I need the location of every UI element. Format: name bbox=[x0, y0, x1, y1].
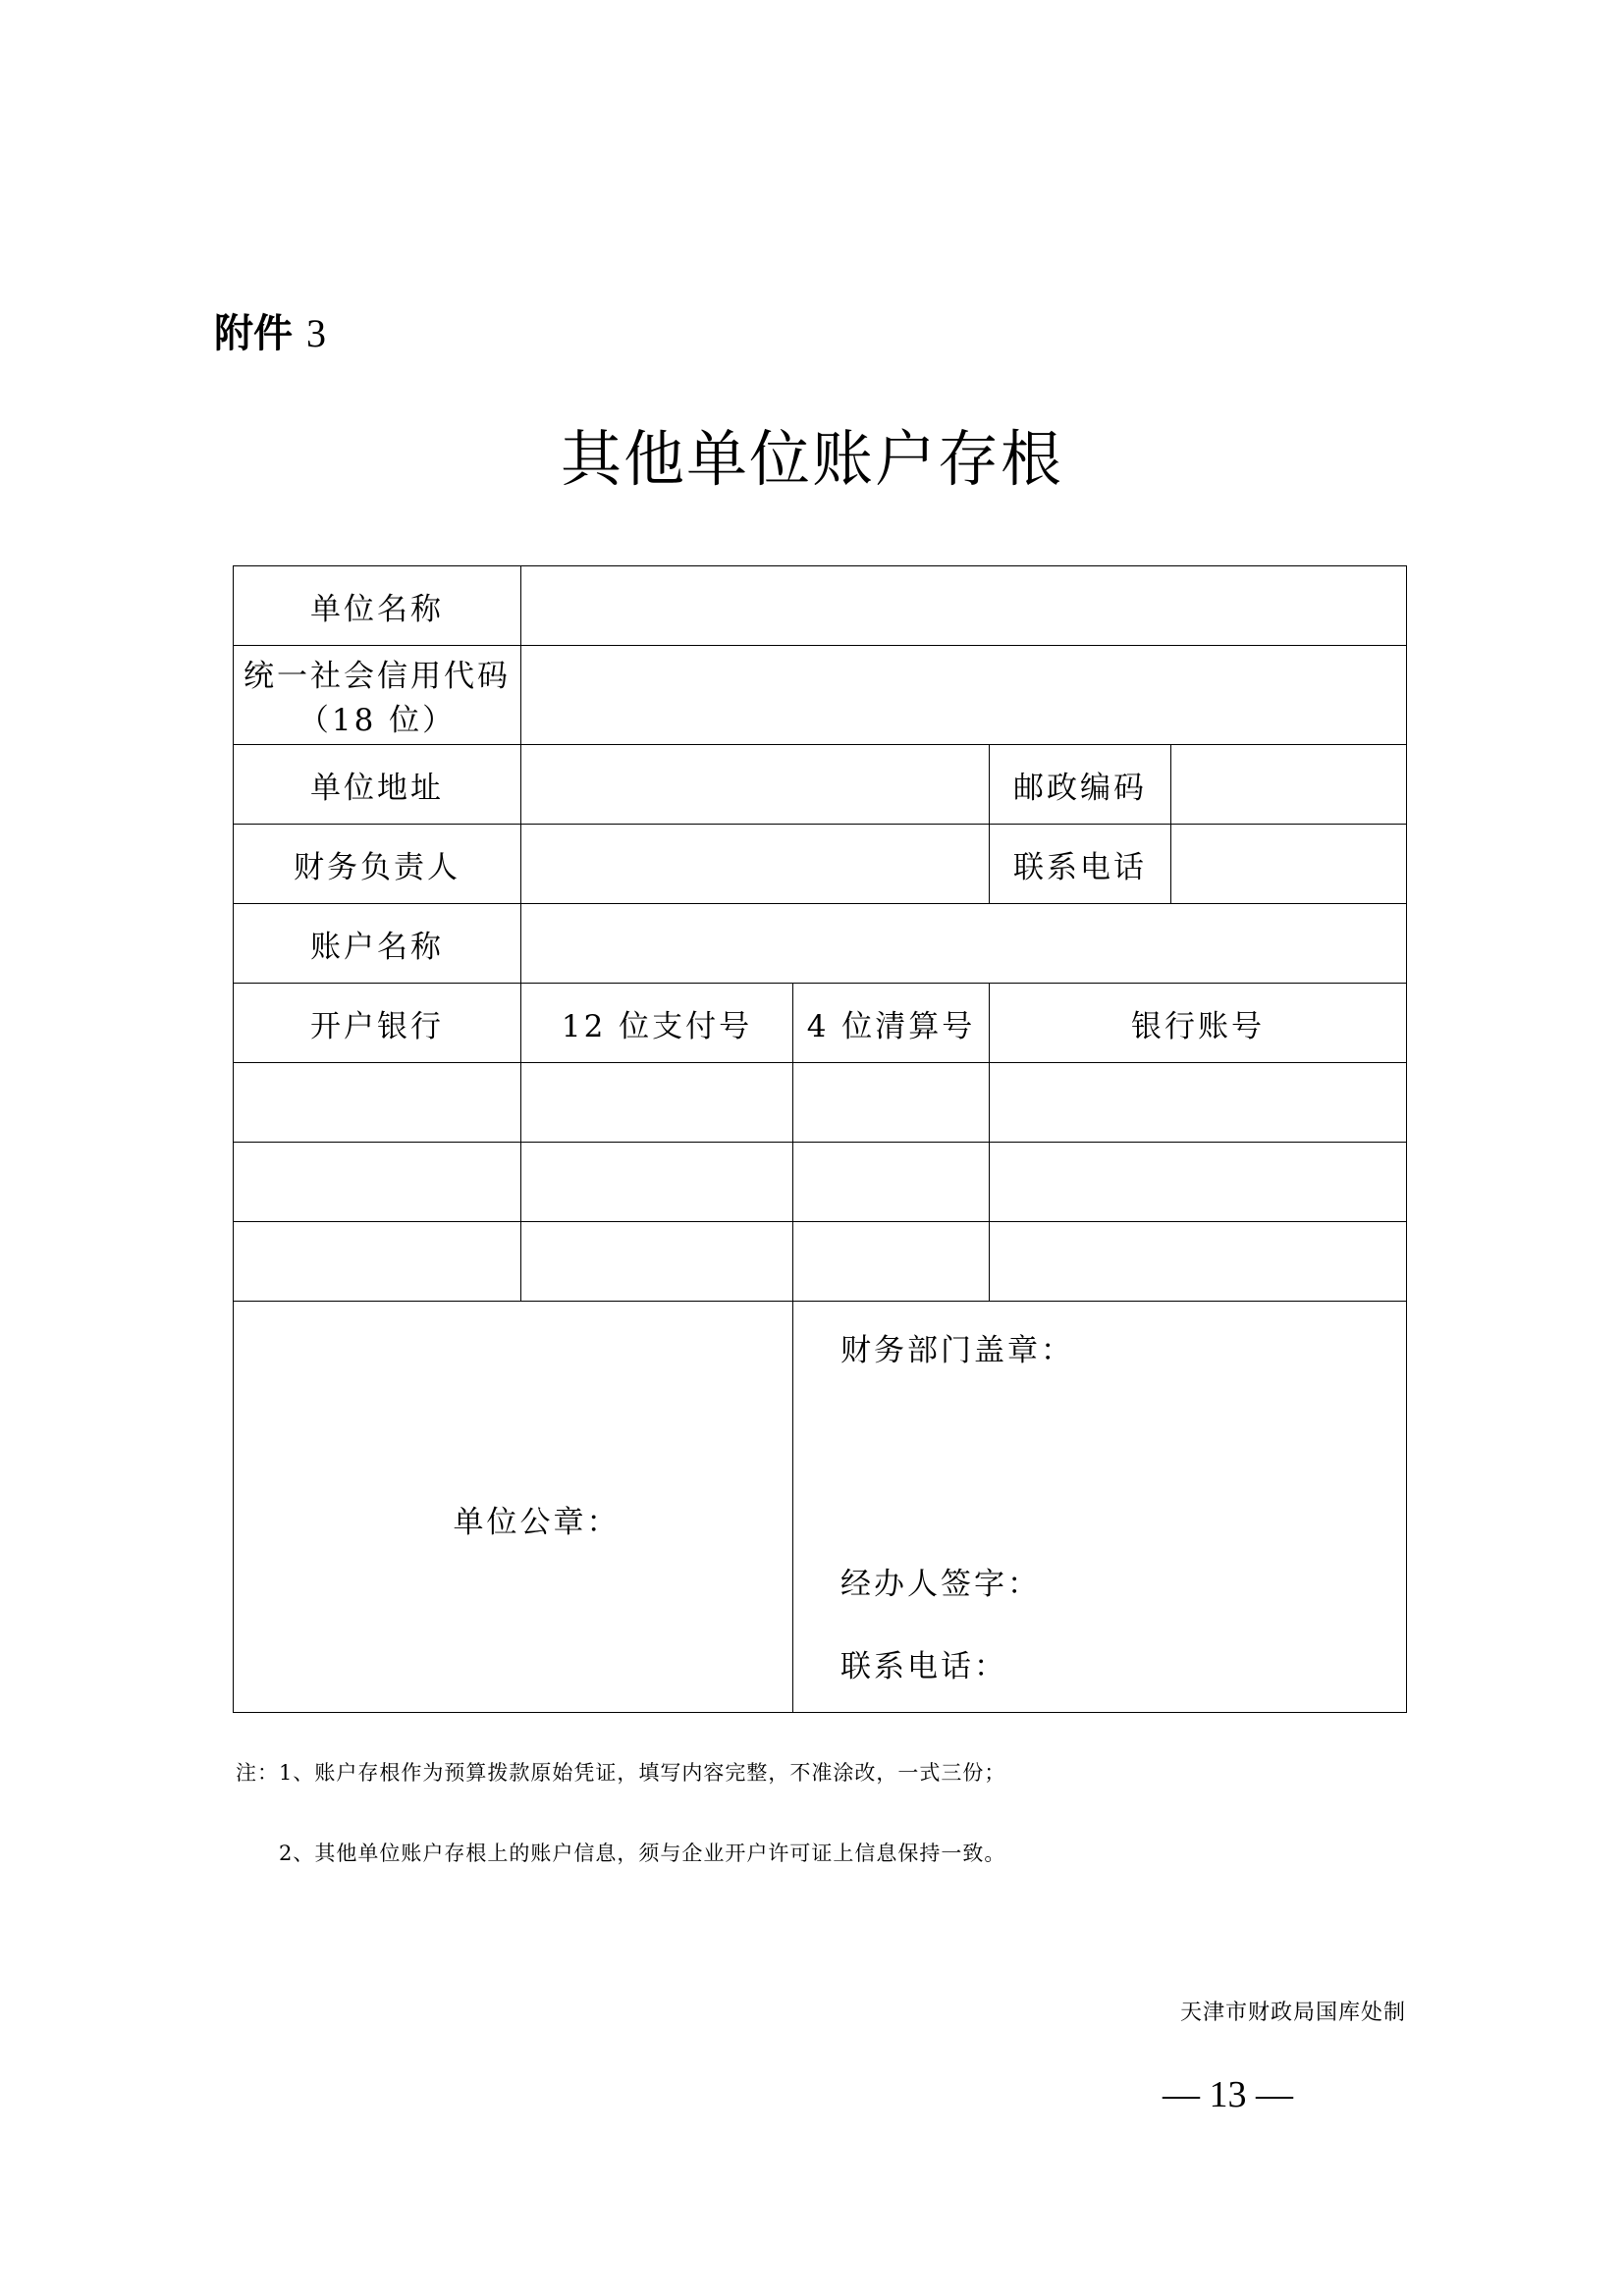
page-title: 其他单位账户存根 bbox=[560, 423, 1063, 495]
contact-phone-field[interactable] bbox=[1171, 825, 1407, 904]
clearing-no-header: 4 位清算号 bbox=[793, 984, 990, 1063]
row-bank-header bbox=[234, 984, 1407, 1063]
finance-head-field[interactable] bbox=[521, 825, 990, 904]
attachment-label bbox=[214, 302, 326, 358]
credit-code-label-line1: 统一社会信用代码 bbox=[244, 659, 511, 694]
row-unit-address bbox=[234, 745, 1407, 825]
bank-cell[interactable] bbox=[234, 1222, 521, 1302]
note-2: 2、其他单位账户存根上的账户信息，须与企业开户许可证上信息保持一致。 bbox=[279, 1842, 1006, 1865]
payment-no-cell[interactable] bbox=[521, 1143, 793, 1222]
attachment-number: 3 bbox=[305, 311, 326, 355]
bank-account-cell[interactable] bbox=[990, 1063, 1407, 1143]
clearing-no-cell[interactable] bbox=[793, 1143, 990, 1222]
finance-head-label: 财务负责人 bbox=[234, 825, 521, 904]
finance-dept-seal-area[interactable] bbox=[793, 1302, 1407, 1713]
row-unit-name bbox=[234, 566, 1407, 646]
unit-seal-label: 单位公章： bbox=[453, 1504, 621, 1540]
payment-no-cell[interactable] bbox=[521, 1063, 793, 1143]
postal-code-label: 邮政编码 bbox=[990, 745, 1171, 825]
payment-no-cell[interactable] bbox=[521, 1222, 793, 1302]
note-1: 注：1、账户存根作为预算拨款原始凭证，填写内容完整，不准涂改，一式三份； bbox=[236, 1761, 1006, 1785]
bank-header: 开户银行 bbox=[234, 984, 521, 1063]
account-name-label: 账户名称 bbox=[234, 904, 521, 984]
unit-address-label: 单位地址 bbox=[234, 745, 521, 825]
bank-row bbox=[234, 1143, 1407, 1222]
contact-phone-label: 联系电话 bbox=[990, 825, 1171, 904]
account-name-field[interactable] bbox=[521, 904, 1407, 984]
unit-address-field[interactable] bbox=[521, 745, 990, 825]
row-credit-code bbox=[234, 646, 1407, 745]
payment-no-header: 12 位支付号 bbox=[521, 984, 793, 1063]
unit-name-field[interactable] bbox=[521, 566, 1407, 646]
unit-name-label: 单位名称 bbox=[234, 566, 521, 646]
row-finance-head bbox=[234, 825, 1407, 904]
attachment-label-text: 附件 bbox=[214, 311, 293, 356]
handler-signature-label: 经办人签字： bbox=[840, 1567, 1041, 1602]
bank-cell[interactable] bbox=[234, 1143, 521, 1222]
postal-code-field[interactable] bbox=[1171, 745, 1407, 825]
page-number: — 13 — bbox=[1163, 2074, 1293, 2115]
account-stub-form bbox=[233, 565, 1407, 1713]
row-signatures bbox=[234, 1302, 1407, 1713]
credit-code-field[interactable] bbox=[521, 646, 1407, 745]
handler-phone-label: 联系电话： bbox=[840, 1649, 1007, 1684]
bank-account-cell[interactable] bbox=[990, 1143, 1407, 1222]
clearing-no-cell[interactable] bbox=[793, 1063, 990, 1143]
bank-account-cell[interactable] bbox=[990, 1222, 1407, 1302]
credit-code-label bbox=[234, 646, 521, 745]
bank-account-header: 银行账号 bbox=[990, 984, 1407, 1063]
credit-code-label-line2: （18 位） bbox=[298, 703, 457, 738]
unit-seal-area[interactable] bbox=[234, 1302, 793, 1713]
footer-organization: 天津市财政局国库处制 bbox=[1179, 2001, 1406, 2025]
finance-dept-seal-label: 财务部门盖章： bbox=[840, 1333, 1074, 1368]
row-account-name bbox=[234, 904, 1407, 984]
bank-cell[interactable] bbox=[234, 1063, 521, 1143]
bank-row bbox=[234, 1222, 1407, 1302]
clearing-no-cell[interactable] bbox=[793, 1222, 990, 1302]
bank-row bbox=[234, 1063, 1407, 1143]
